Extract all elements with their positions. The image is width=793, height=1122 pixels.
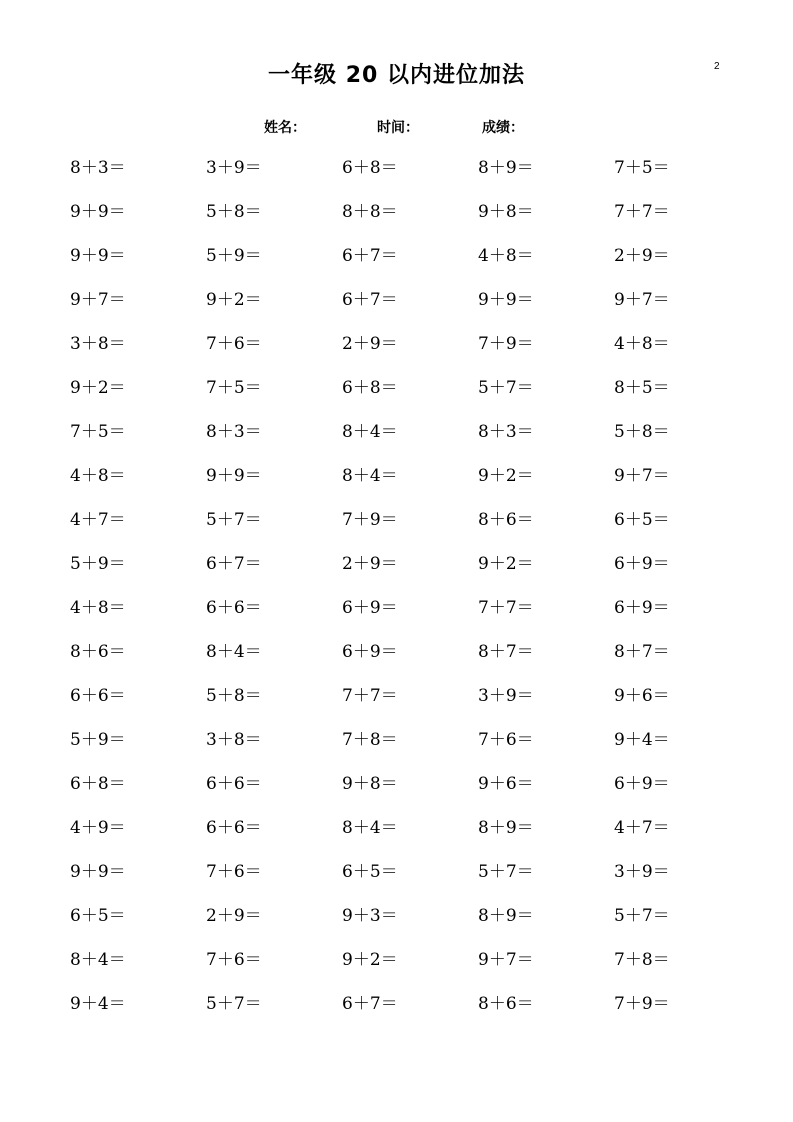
time-label: 时间：	[377, 120, 419, 136]
score-label: 成绩：	[482, 120, 524, 136]
math-problem: 6＋7＝	[342, 246, 398, 266]
math-problem: 9＋9＝	[206, 466, 262, 486]
math-problem: 9＋4＝	[614, 730, 670, 750]
math-problem: 8＋9＝	[478, 818, 534, 838]
math-problem: 7＋8＝	[614, 950, 670, 970]
math-problem: 7＋5＝	[614, 158, 670, 178]
problem-grid	[70, 154, 750, 1034]
math-problem: 7＋7＝	[614, 202, 670, 222]
math-problem: 5＋9＝	[70, 730, 126, 750]
math-problem: 7＋8＝	[342, 730, 398, 750]
math-problem: 9＋7＝	[70, 290, 126, 310]
math-problem: 4＋8＝	[70, 466, 126, 486]
math-problem: 3＋9＝	[206, 158, 262, 178]
math-problem: 7＋6＝	[206, 950, 262, 970]
student-info-row	[0, 117, 793, 137]
math-problem: 8＋3＝	[478, 422, 534, 442]
math-problem: 6＋9＝	[614, 774, 670, 794]
math-problem: 2＋9＝	[206, 906, 262, 926]
math-problem: 9＋9＝	[70, 246, 126, 266]
math-problem: 6＋5＝	[342, 862, 398, 882]
math-problem: 9＋2＝	[478, 554, 534, 574]
math-problem: 4＋8＝	[70, 598, 126, 618]
math-problem: 8＋9＝	[478, 158, 534, 178]
math-problem: 9＋9＝	[478, 290, 534, 310]
math-problem: 6＋9＝	[342, 598, 398, 618]
page-number: 2	[714, 61, 720, 72]
math-problem: 8＋3＝	[70, 158, 126, 178]
math-problem: 9＋8＝	[342, 774, 398, 794]
math-problem: 9＋8＝	[478, 202, 534, 222]
math-problem: 2＋9＝	[614, 246, 670, 266]
math-problem: 6＋9＝	[614, 598, 670, 618]
math-problem: 9＋2＝	[70, 378, 126, 398]
math-problem: 9＋7＝	[614, 466, 670, 486]
math-problem: 9＋2＝	[342, 950, 398, 970]
math-problem: 9＋7＝	[478, 950, 534, 970]
math-problem: 9＋6＝	[614, 686, 670, 706]
math-problem: 6＋5＝	[614, 510, 670, 530]
math-problem: 4＋8＝	[478, 246, 534, 266]
math-problem: 9＋2＝	[478, 466, 534, 486]
math-problem: 3＋8＝	[206, 730, 262, 750]
math-problem: 6＋8＝	[70, 774, 126, 794]
math-problem: 7＋9＝	[614, 994, 670, 1014]
math-problem: 9＋4＝	[70, 994, 126, 1014]
worksheet-title: 一年级 20 以内进位加法	[268, 63, 525, 88]
math-problem: 3＋8＝	[70, 334, 126, 354]
math-problem: 7＋9＝	[478, 334, 534, 354]
math-problem: 7＋5＝	[206, 378, 262, 398]
math-problem: 5＋9＝	[70, 554, 126, 574]
math-problem: 5＋8＝	[206, 202, 262, 222]
math-problem: 8＋4＝	[342, 466, 398, 486]
math-problem: 6＋6＝	[206, 598, 262, 618]
math-problem: 5＋8＝	[206, 686, 262, 706]
math-problem: 8＋9＝	[478, 906, 534, 926]
math-problem: 4＋7＝	[70, 510, 126, 530]
math-problem: 6＋9＝	[342, 642, 398, 662]
math-problem: 6＋5＝	[70, 906, 126, 926]
math-problem: 8＋4＝	[206, 642, 262, 662]
math-problem: 2＋9＝	[342, 334, 398, 354]
math-problem: 2＋9＝	[342, 554, 398, 574]
math-problem: 9＋2＝	[206, 290, 262, 310]
math-problem: 4＋8＝	[614, 334, 670, 354]
math-problem: 5＋7＝	[206, 510, 262, 530]
math-problem: 4＋9＝	[70, 818, 126, 838]
math-problem: 3＋9＝	[614, 862, 670, 882]
math-problem: 6＋7＝	[206, 554, 262, 574]
math-problem: 8＋6＝	[70, 642, 126, 662]
math-problem: 5＋7＝	[478, 862, 534, 882]
math-problem: 8＋3＝	[206, 422, 262, 442]
math-problem: 9＋3＝	[342, 906, 398, 926]
math-problem: 7＋6＝	[478, 730, 534, 750]
name-label: 姓名：	[264, 120, 306, 136]
math-problem: 8＋7＝	[478, 642, 534, 662]
math-problem: 8＋4＝	[342, 422, 398, 442]
math-problem: 5＋8＝	[614, 422, 670, 442]
math-problem: 8＋8＝	[342, 202, 398, 222]
math-problem: 8＋5＝	[614, 378, 670, 398]
math-problem: 4＋7＝	[614, 818, 670, 838]
math-problem: 9＋6＝	[478, 774, 534, 794]
math-problem: 8＋6＝	[478, 994, 534, 1014]
math-problem: 8＋4＝	[70, 950, 126, 970]
math-problem: 6＋9＝	[614, 554, 670, 574]
math-problem: 7＋7＝	[342, 686, 398, 706]
math-problem: 7＋6＝	[206, 862, 262, 882]
math-problem: 6＋7＝	[342, 994, 398, 1014]
math-problem: 5＋7＝	[478, 378, 534, 398]
math-problem: 8＋7＝	[614, 642, 670, 662]
math-problem: 6＋8＝	[342, 158, 398, 178]
math-problem: 8＋6＝	[478, 510, 534, 530]
math-problem: 6＋6＝	[206, 818, 262, 838]
math-problem: 7＋5＝	[70, 422, 126, 442]
math-problem: 6＋6＝	[70, 686, 126, 706]
math-problem: 5＋7＝	[206, 994, 262, 1014]
math-problem: 6＋7＝	[342, 290, 398, 310]
math-problem: 8＋4＝	[342, 818, 398, 838]
math-problem: 7＋6＝	[206, 334, 262, 354]
math-problem: 9＋9＝	[70, 862, 126, 882]
math-problem: 5＋9＝	[206, 246, 262, 266]
math-problem: 9＋9＝	[70, 202, 126, 222]
math-problem: 7＋9＝	[342, 510, 398, 530]
math-problem: 5＋7＝	[614, 906, 670, 926]
math-problem: 6＋8＝	[342, 378, 398, 398]
math-problem: 3＋9＝	[478, 686, 534, 706]
math-problem: 6＋6＝	[206, 774, 262, 794]
math-problem: 7＋7＝	[478, 598, 534, 618]
math-problem: 9＋7＝	[614, 290, 670, 310]
